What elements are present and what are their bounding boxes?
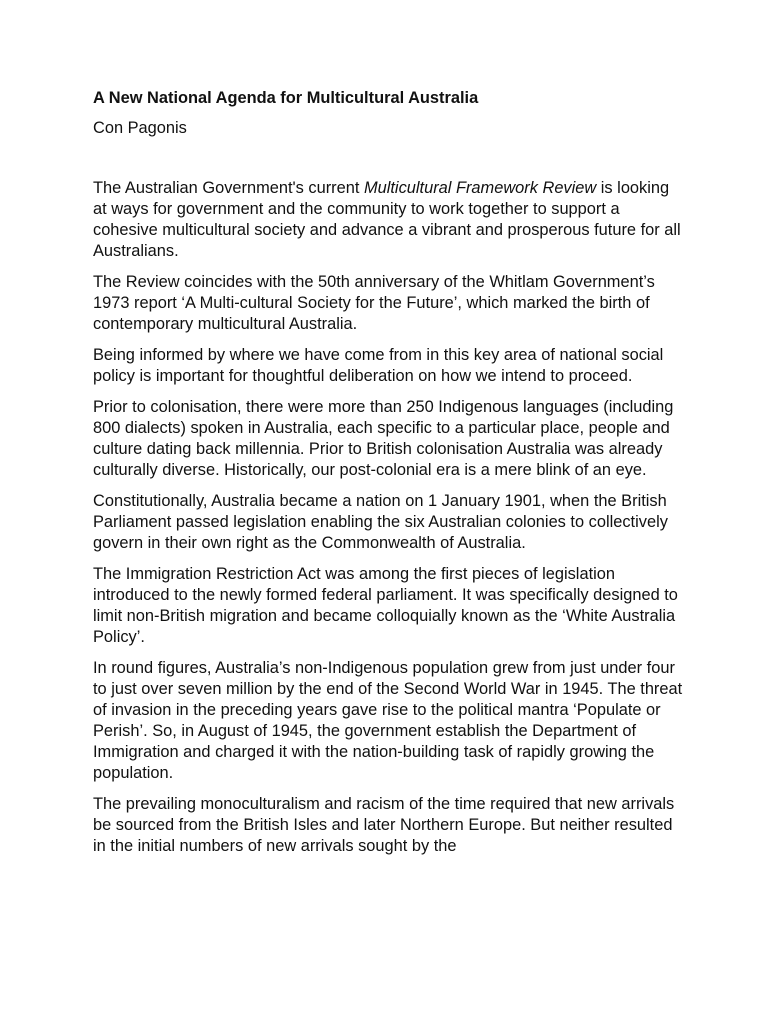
paragraph-6: The Immigration Restriction Act was among the first pieces of legislation introduced to the newly formed federal parliament. It was specifically designed to limit non-British migration and became colloquially known as the ‘White Australia Policy’. — [93, 565, 678, 646]
paragraph-4: Prior to colonisation, there were more than 250 Indigenous languages (including 800 dialects) spoken in Australia, each specific to a particular place, people and culture dating back millennia. Prior to British colonisation Australia was already culturally diverse. Historically, our post-colonial era is a mere blink of an eye. — [93, 398, 674, 479]
paragraph-1-italic-title: Multicultural Framework Review — [363, 179, 597, 197]
document-title: A New National Agenda for Multicultural Australia — [93, 89, 479, 107]
paragraph-5: Constitutionally, Australia became a nation on 1 January 1901, when the British Parliament passed legislation enabling the six Australian colonies to collectively govern in their own right as the Commonwealth of Australia. — [93, 492, 668, 552]
document-body — [93, 88, 683, 867]
paragraph-1-text-before: The Australian Government's current — [93, 179, 364, 197]
paragraph-8: The prevailing monoculturalism and racism of the time required that new arrivals be sourced from the British Isles and later Northern Europe. But neither resulted in the initial numbers of new arrivals sought by the — [93, 795, 675, 855]
paragraph-2: The Review coincides with the 50th anniversary of the Whitlam Government’s 1973 report ‘A Multi-cultural Society for the Future’, which marked the birth of contemporary multicultural Australia. — [93, 273, 655, 333]
paragraph-3: Being informed by where we have come from in this key area of national social policy is important for thoughtful deliberation on how we intend to proceed. — [93, 346, 664, 385]
paragraph-7: In round figures, Australia’s non-Indigenous population grew from just under four to just over seven million by the end of the Second World War in 1945. The threat of invasion in the preceding years gave rise to the political mantra ‘Populate or Perish’. So, in August of 1945, the government establish the Department of Immigration and charged it with the nation-building task of rapidly growing the population. — [93, 659, 683, 782]
document-author: Con Pagonis — [93, 119, 187, 137]
paragraph-1 — [93, 178, 683, 262]
paragraph-1-text-after: is looking at ways for government and the community to work together to support a cohesive multicultural society and advance a vibrant and prosperous future for all Australians. — [93, 179, 681, 260]
